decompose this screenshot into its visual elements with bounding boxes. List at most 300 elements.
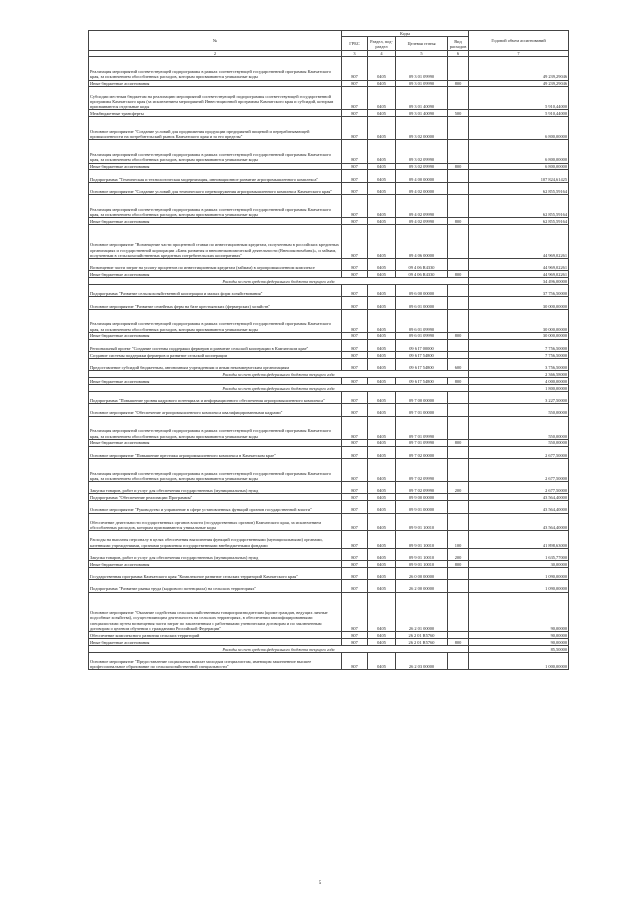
vr-cell bbox=[448, 117, 469, 140]
amount-cell: 37 756,50000 bbox=[469, 285, 569, 297]
col-num-header: № bbox=[89, 31, 342, 51]
amount-cell: 7 756,50000 bbox=[469, 339, 569, 351]
csr-cell: 09 7 01 09990 bbox=[396, 416, 448, 439]
csr-cell: 09 9 01 10010 bbox=[396, 548, 448, 560]
row-name: Расходы на выплаты персоналу в целях обеспечения выполнения функций государственными (муниципальными) органами, казенными учреждениями, органами управления государственными внебюджетными фондами bbox=[89, 531, 342, 549]
razdel-cell: 0405 bbox=[368, 652, 396, 670]
table-row bbox=[89, 351, 569, 358]
grbs-cell: 807 bbox=[342, 638, 368, 645]
table-row bbox=[89, 117, 569, 140]
table-row bbox=[89, 446, 569, 458]
csr-cell: 09 9 01 00000 bbox=[396, 501, 448, 513]
row-name: Иные бюджетные ассигнования bbox=[89, 561, 342, 568]
razdel-header: Раздел, под-раздел bbox=[368, 37, 396, 51]
page-number: 5 bbox=[318, 881, 322, 886]
grbs-cell: 807 bbox=[342, 531, 368, 549]
razdel-cell: 0405 bbox=[368, 531, 396, 549]
amount-cell: 550,00000 bbox=[469, 404, 569, 416]
table-row bbox=[89, 416, 569, 439]
table-row bbox=[89, 140, 569, 163]
grbs-cell: 807 bbox=[342, 351, 368, 358]
vr-cell: 800 bbox=[448, 80, 469, 87]
table-row bbox=[89, 561, 569, 568]
vr-header: Вид расходов bbox=[448, 37, 469, 51]
table-row bbox=[89, 80, 569, 87]
column-number-cell: 5 bbox=[396, 51, 448, 57]
csr-cell: 09 6 01 00000 bbox=[396, 297, 448, 309]
row-name: Основное мероприятие "Возмещение части процентной ставки по инвестиционным кредитам, полученным в российских кредитных организациях и государственной корпорации «Банк развития и внешнеэкономической деятельности (Внешэкономбанк)», и займам, полученным в сельскохозяйственных кредитных потребительских кооперативах" bbox=[89, 225, 342, 259]
grbs-cell: 807 bbox=[342, 631, 368, 638]
row-name: Основное мероприятие "Создание условий для технического перевооружения агропромышленного комплекса Камчатского края" bbox=[89, 182, 342, 194]
csr-cell: 09 9 01 10010 bbox=[396, 561, 448, 568]
csr-cell: 09 6 I7 54800 bbox=[396, 358, 448, 370]
amount-cell: 30 000,00000 bbox=[469, 309, 569, 332]
grbs-cell: 807 bbox=[342, 332, 368, 339]
table-row bbox=[89, 378, 569, 385]
grbs-cell: 807 bbox=[342, 57, 368, 80]
vr-cell: 800 bbox=[448, 378, 469, 385]
row-name: Создание системы поддержки фермеров и развитие сельской кооперации bbox=[89, 351, 342, 358]
csr-cell: 09 4 02 09990 bbox=[396, 218, 448, 225]
table-row bbox=[89, 652, 569, 670]
table-row bbox=[89, 309, 569, 332]
razdel-cell: 0405 bbox=[368, 80, 396, 87]
csr-header: Целевая статья bbox=[396, 37, 448, 51]
amount-header: Годовой объем ассигнований bbox=[469, 31, 569, 51]
razdel-cell: 0405 bbox=[368, 258, 396, 270]
column-number-cell: 2 bbox=[89, 51, 342, 57]
table-row bbox=[89, 404, 569, 416]
razdel-cell: 0405 bbox=[368, 225, 396, 259]
amount-cell: 44 969,02261 bbox=[469, 271, 569, 278]
vr-cell: 800 bbox=[448, 638, 469, 645]
column-number-cell: 7 bbox=[469, 51, 569, 57]
grbs-cell: 807 bbox=[342, 117, 368, 140]
row-name: Подпрограмма "Обеспечение реализации Программы" bbox=[89, 494, 342, 501]
vr-cell: 100 bbox=[448, 531, 469, 549]
amount-cell: 43 564,40000 bbox=[469, 513, 569, 531]
grbs-cell: 807 bbox=[342, 416, 368, 439]
vr-cell bbox=[448, 140, 469, 163]
table-row bbox=[89, 339, 569, 351]
grbs-cell: 807 bbox=[342, 392, 368, 404]
amount-cell: 62 855,59164 bbox=[469, 218, 569, 225]
table-row bbox=[89, 258, 569, 270]
csr-cell: 09 7 02 09990 bbox=[396, 458, 448, 481]
razdel-cell: 0405 bbox=[368, 439, 396, 446]
grbs-cell: 807 bbox=[342, 561, 368, 568]
table-row bbox=[89, 638, 569, 645]
table-row bbox=[89, 592, 569, 631]
grbs-cell: 807 bbox=[342, 568, 368, 580]
vr-cell: 800 bbox=[448, 163, 469, 170]
vr-cell: 800 bbox=[448, 218, 469, 225]
grbs-cell: 807 bbox=[342, 163, 368, 170]
codes-header: Коды bbox=[342, 31, 469, 37]
amount-cell: 2 677,50000 bbox=[469, 458, 569, 481]
razdel-cell: 0405 bbox=[368, 494, 396, 501]
razdel-cell: 0405 bbox=[368, 513, 396, 531]
razdel-cell: 0405 bbox=[368, 271, 396, 278]
row-name: Основное мероприятие "Оказание содействия сельскохозяйственным товаропроизводителям (кроме граждан, ведущих личные подсобные хозяйства), осуществляющим деятельность на сельских территориях, в обеспечении квалифицированными специалистами путем возмещения части затрат по заключенным с работниками ученическим договорам и по заключенным договорам о целевом обучении с гражданами Российской Федерации" bbox=[89, 592, 342, 631]
note-amount: 1 800,00000 bbox=[469, 385, 569, 392]
amount-cell: 1 090,00000 bbox=[469, 568, 569, 580]
amount-cell: 1 090,00000 bbox=[469, 580, 569, 592]
vr-cell bbox=[448, 392, 469, 404]
row-name: Иные бюджетные ассигнования bbox=[89, 332, 342, 339]
table-row bbox=[89, 513, 569, 531]
budget-table bbox=[88, 30, 569, 670]
grbs-cell: 807 bbox=[342, 297, 368, 309]
amount-cell: 6 800,00000 bbox=[469, 163, 569, 170]
table-row bbox=[89, 195, 569, 218]
vr-cell bbox=[448, 631, 469, 638]
row-name: Основное мероприятие "Предоставление социальных выплат молодым специалистам, имеющим законченное высшее профессиональное образование по сельскохозяйственной специальности" bbox=[89, 652, 342, 670]
grbs-cell: 807 bbox=[342, 170, 368, 182]
grbs-cell: 807 bbox=[342, 458, 368, 481]
row-name: Предоставление субсидий бюджетным, автономным учреждениям и иным некоммерческим организациям bbox=[89, 358, 342, 370]
note-text: Расходы за счет средств федерального бюджета текущего года bbox=[89, 278, 469, 285]
row-name: Подпрограмма "Повышение уровня кадрового потенциала и информационного обеспечения агропромышленного комплекса" bbox=[89, 392, 342, 404]
row-name: Реализация мероприятий соответствующей подпрограммы в рамках соответствующей государственной программы Камчатского края, за исключением обособленных расходов, которым присваиваются уникальные коды bbox=[89, 416, 342, 439]
vr-cell bbox=[448, 170, 469, 182]
csr-cell: 09 7 02 09990 bbox=[396, 482, 448, 494]
row-name: Региональный проект "Создание системы поддержки фермеров и развитие сельской кооперации в Камчатском крае" bbox=[89, 339, 342, 351]
vr-cell bbox=[448, 416, 469, 439]
csr-cell: 09 6 I7 54800 bbox=[396, 351, 448, 358]
row-name: Обеспечение комплексного развития сельских территорий bbox=[89, 631, 342, 638]
column-number-cell: 6 bbox=[448, 51, 469, 57]
table-row bbox=[89, 87, 569, 110]
row-name: Иные бюджетные ассигнования bbox=[89, 163, 342, 170]
grbs-cell: 807 bbox=[342, 482, 368, 494]
row-name: Возмещение части затрат на уплату процентов по инвестиционным кредитам (займам) в агропромышленном комплексе bbox=[89, 258, 342, 270]
vr-cell bbox=[448, 568, 469, 580]
vr-cell bbox=[448, 513, 469, 531]
grbs-cell: 807 bbox=[342, 309, 368, 332]
table-row bbox=[89, 548, 569, 560]
vr-cell bbox=[448, 297, 469, 309]
grbs-header: ГРБС bbox=[342, 37, 368, 51]
row-name: Подпрограмма "Развитие сельскохозяйственной кооперации и малых форм хозяйствования" bbox=[89, 285, 342, 297]
table-row bbox=[89, 218, 569, 225]
row-name: Иные бюджетные ассигнования bbox=[89, 439, 342, 446]
grbs-cell: 807 bbox=[342, 140, 368, 163]
vr-cell bbox=[448, 494, 469, 501]
csr-cell: 09 3 02 00000 bbox=[396, 117, 448, 140]
csr-cell: 09 9 01 10010 bbox=[396, 513, 448, 531]
razdel-cell: 0405 bbox=[368, 309, 396, 332]
table-row bbox=[89, 110, 569, 117]
row-name: Реализация мероприятий соответствующей подпрограммы в рамках соответствующей государственной программы Камчатского края, за исключением обособленных расходов, которым присваиваются уникальные коды bbox=[89, 57, 342, 80]
amount-cell: 550,00000 bbox=[469, 416, 569, 439]
grbs-cell: 807 bbox=[342, 446, 368, 458]
vr-cell bbox=[448, 580, 469, 592]
grbs-cell: 807 bbox=[342, 80, 368, 87]
row-name: Реализация мероприятий соответствующей подпрограммы в рамках соответствующей государственной программы Камчатского края, за исключением обособленных расходов, которым присваиваются уникальные коды bbox=[89, 458, 342, 481]
csr-cell: 09 6 01 09990 bbox=[396, 332, 448, 339]
grbs-cell: 807 bbox=[342, 580, 368, 592]
razdel-cell: 0405 bbox=[368, 568, 396, 580]
csr-cell: 09 3 01 09990 bbox=[396, 57, 448, 80]
vr-cell bbox=[448, 351, 469, 358]
note-amount: 85,50000 bbox=[469, 645, 569, 652]
row-name: Основное мероприятие "Обеспечение агропромышленного комплекса квалифицированными кадрами" bbox=[89, 404, 342, 416]
amount-cell: 30,00000 bbox=[469, 561, 569, 568]
row-name: Закупка товаров, работ и услуг для обеспечения государственных (муниципальных) нужд bbox=[89, 482, 342, 494]
csr-cell: 26 2 01 R5760 bbox=[396, 638, 448, 645]
table-row bbox=[89, 392, 569, 404]
row-name: Реализация мероприятий соответствующей подпрограммы в рамках соответствующей государственной программы Камчатского края, за исключением обособленных расходов, которым присваиваются уникальные коды bbox=[89, 309, 342, 332]
grbs-cell: 807 bbox=[342, 378, 368, 385]
csr-cell: 09 3 02 09990 bbox=[396, 163, 448, 170]
vr-cell bbox=[448, 458, 469, 481]
amount-cell: 5 910,44000 bbox=[469, 110, 569, 117]
razdel-cell: 0405 bbox=[368, 416, 396, 439]
amount-cell: 1 635,77000 bbox=[469, 548, 569, 560]
vr-cell bbox=[448, 501, 469, 513]
grbs-cell: 807 bbox=[342, 358, 368, 370]
row-name: Государственная программа Камчатского края "Комплексное развитие сельских территорий Камчатского края" bbox=[89, 568, 342, 580]
note-text: Расходы за счет средств федерального бюджета текущего года bbox=[89, 645, 469, 652]
amount-cell: 49 239,29046 bbox=[469, 57, 569, 80]
note-amount: 34 496,00000 bbox=[469, 278, 569, 285]
razdel-cell: 0405 bbox=[368, 378, 396, 385]
razdel-cell: 0405 bbox=[368, 501, 396, 513]
amount-cell: 62 855,59164 bbox=[469, 195, 569, 218]
note-row bbox=[89, 371, 569, 378]
note-row bbox=[89, 278, 569, 285]
row-name: Иные бюджетные ассигнования bbox=[89, 271, 342, 278]
grbs-cell: 807 bbox=[342, 339, 368, 351]
row-name: Подпрограмма "Развитие рынка труда (кадрового потенциала) на сельских территориях" bbox=[89, 580, 342, 592]
budget-document bbox=[88, 30, 568, 670]
row-name: Иные бюджетные ассигнования bbox=[89, 638, 342, 645]
razdel-cell: 0405 bbox=[368, 351, 396, 358]
vr-cell bbox=[448, 404, 469, 416]
note-text: Расходы за счет средств федерального бюджета текущего года bbox=[89, 371, 469, 378]
table-row bbox=[89, 163, 569, 170]
csr-cell: 09 7 01 09990 bbox=[396, 439, 448, 446]
grbs-cell: 807 bbox=[342, 548, 368, 560]
table-row bbox=[89, 182, 569, 194]
note-row bbox=[89, 385, 569, 392]
table-row bbox=[89, 501, 569, 513]
razdel-cell: 0405 bbox=[368, 404, 396, 416]
csr-cell: 09 4 06 R4330 bbox=[396, 258, 448, 270]
amount-cell: 30 000,00000 bbox=[469, 332, 569, 339]
vr-cell bbox=[448, 339, 469, 351]
row-name: Иные бюджетные ассигнования bbox=[89, 80, 342, 87]
grbs-cell: 807 bbox=[342, 218, 368, 225]
razdel-cell: 0405 bbox=[368, 182, 396, 194]
amount-cell: 43 564,40000 bbox=[469, 501, 569, 513]
csr-cell: 09 3 01 40090 bbox=[396, 110, 448, 117]
grbs-cell: 807 bbox=[342, 110, 368, 117]
razdel-cell: 0405 bbox=[368, 631, 396, 638]
razdel-cell: 0405 bbox=[368, 57, 396, 80]
amount-cell: 90,00000 bbox=[469, 592, 569, 631]
amount-cell: 2 677,50000 bbox=[469, 482, 569, 494]
csr-cell: 09 6 01 09990 bbox=[396, 309, 448, 332]
amount-cell: 90,00000 bbox=[469, 638, 569, 645]
csr-cell: 09 4 00 00000 bbox=[396, 170, 448, 182]
razdel-cell: 0405 bbox=[368, 392, 396, 404]
razdel-cell: 0405 bbox=[368, 195, 396, 218]
csr-cell: 09 3 01 40090 bbox=[396, 87, 448, 110]
row-name: Закупка товаров, работ и услуг для обеспечения государственных (муниципальных) нужд bbox=[89, 548, 342, 560]
table-row bbox=[89, 225, 569, 259]
amount-cell: 6 800,00000 bbox=[469, 117, 569, 140]
csr-cell: 09 4 02 09990 bbox=[396, 195, 448, 218]
table-row bbox=[89, 271, 569, 278]
grbs-cell: 807 bbox=[342, 225, 368, 259]
vr-cell: 500 bbox=[448, 110, 469, 117]
amount-cell: 5 910,44000 bbox=[469, 87, 569, 110]
row-name: Иные бюджетные ассигнования bbox=[89, 218, 342, 225]
table-body bbox=[89, 57, 569, 670]
amount-cell: 62 855,59164 bbox=[469, 182, 569, 194]
csr-cell: 09 6 I7 00000 bbox=[396, 339, 448, 351]
razdel-cell: 0405 bbox=[368, 458, 396, 481]
table-row bbox=[89, 580, 569, 592]
grbs-cell: 807 bbox=[342, 652, 368, 670]
grbs-cell: 807 bbox=[342, 513, 368, 531]
row-name: Иные бюджетные ассигнования bbox=[89, 378, 342, 385]
vr-cell: 800 bbox=[448, 332, 469, 339]
csr-cell: 09 4 06 00000 bbox=[396, 225, 448, 259]
grbs-cell: 807 bbox=[342, 439, 368, 446]
amount-cell: 90,00000 bbox=[469, 631, 569, 638]
vr-cell bbox=[448, 87, 469, 110]
razdel-cell: 0405 bbox=[368, 358, 396, 370]
note-text: Расходы за счет средств федерального бюджета текущего года bbox=[89, 385, 469, 392]
amount-cell: 3 756,50000 bbox=[469, 358, 569, 370]
csr-cell: 09 6 I7 54800 bbox=[396, 378, 448, 385]
table-row bbox=[89, 631, 569, 638]
grbs-cell: 807 bbox=[342, 258, 368, 270]
row-name: Реализация мероприятий соответствующей подпрограммы в рамках соответствующей государственной программы Камчатского края, за исключением обособленных расходов, которым присваиваются уникальные коды bbox=[89, 195, 342, 218]
table-row bbox=[89, 285, 569, 297]
grbs-cell: 807 bbox=[342, 195, 368, 218]
csr-cell: 09 9 00 00000 bbox=[396, 494, 448, 501]
row-name: Межбюджетные трансферты bbox=[89, 110, 342, 117]
grbs-cell: 807 bbox=[342, 592, 368, 631]
row-name: Обеспечение деятельности государственных органов власти (государственных органов) Камчатского края, за исключением обособленных расходов, которым присваиваются уникальные коды bbox=[89, 513, 342, 531]
razdel-cell: 0405 bbox=[368, 561, 396, 568]
amount-cell: 3 227,50000 bbox=[469, 392, 569, 404]
razdel-cell: 0405 bbox=[368, 87, 396, 110]
amount-cell: 2 677,50000 bbox=[469, 446, 569, 458]
amount-cell: 44 969,02261 bbox=[469, 225, 569, 259]
razdel-cell: 0405 bbox=[368, 339, 396, 351]
razdel-cell: 0405 bbox=[368, 110, 396, 117]
vr-cell bbox=[448, 258, 469, 270]
razdel-cell: 0405 bbox=[368, 170, 396, 182]
amount-cell: 4 000,00000 bbox=[469, 378, 569, 385]
amount-cell: 44 969,02261 bbox=[469, 258, 569, 270]
grbs-cell: 807 bbox=[342, 494, 368, 501]
row-name: Основное мероприятие "Повышение престижа агропромышленного комплекса в Камчатском крае" bbox=[89, 446, 342, 458]
razdel-cell: 0405 bbox=[368, 332, 396, 339]
amount-cell: 43 564,40000 bbox=[469, 494, 569, 501]
vr-cell bbox=[448, 652, 469, 670]
row-name: Основное мероприятие "Руководство и управление в сфере установленных функций органов государственной власти" bbox=[89, 501, 342, 513]
razdel-cell: 0405 bbox=[368, 482, 396, 494]
csr-cell: 09 7 00 00000 bbox=[396, 392, 448, 404]
vr-cell bbox=[448, 592, 469, 631]
row-name: Субсидии местным бюджетам на реализацию мероприятий соответствующей подпрограммы соответствующей государственной программы Камчатского края (за исключением мероприятий Инвестиционной программы Камчатского края и субсидий, которым присваиваются отдельные коды bbox=[89, 87, 342, 110]
grbs-cell: 807 bbox=[342, 182, 368, 194]
vr-cell bbox=[448, 446, 469, 458]
amount-cell: 49 239,29046 bbox=[469, 80, 569, 87]
csr-cell: 09 6 00 00000 bbox=[396, 285, 448, 297]
razdel-cell: 0405 bbox=[368, 117, 396, 140]
razdel-cell: 0405 bbox=[368, 140, 396, 163]
amount-cell: 107 824,61425 bbox=[469, 170, 569, 182]
razdel-cell: 0405 bbox=[368, 218, 396, 225]
note-row bbox=[89, 645, 569, 652]
csr-cell: 09 4 06 R4330 bbox=[396, 271, 448, 278]
row-name: Основное мероприятие "Создание условий для продвижения продукции предприятий пищевой и перерабатывающей промышленности на потребительский рынок Камчатского края и за его пределы" bbox=[89, 117, 342, 140]
amount-cell: 550,00000 bbox=[469, 439, 569, 446]
table-row bbox=[89, 531, 569, 549]
amount-cell: 7 756,50000 bbox=[469, 351, 569, 358]
vr-cell: 200 bbox=[448, 482, 469, 494]
vr-cell bbox=[448, 285, 469, 297]
table-row bbox=[89, 358, 569, 370]
razdel-cell: 0405 bbox=[368, 446, 396, 458]
vr-cell: 600 bbox=[448, 358, 469, 370]
table-row bbox=[89, 57, 569, 80]
razdel-cell: 0405 bbox=[368, 163, 396, 170]
csr-cell: 26 2 01 R5760 bbox=[396, 631, 448, 638]
column-number-cell: 3 bbox=[342, 51, 368, 57]
csr-cell: 09 7 02 00000 bbox=[396, 446, 448, 458]
table-row bbox=[89, 439, 569, 446]
csr-cell: 09 3 01 09990 bbox=[396, 80, 448, 87]
vr-cell bbox=[448, 225, 469, 259]
razdel-cell: 0405 bbox=[368, 638, 396, 645]
razdel-cell: 0405 bbox=[368, 592, 396, 631]
amount-cell: 1 000,00000 bbox=[469, 652, 569, 670]
csr-cell: 26 0 00 00000 bbox=[396, 568, 448, 580]
grbs-cell: 807 bbox=[342, 285, 368, 297]
csr-cell: 26 2 03 00000 bbox=[396, 652, 448, 670]
vr-cell bbox=[448, 57, 469, 80]
razdel-cell: 0405 bbox=[368, 297, 396, 309]
vr-cell: 800 bbox=[448, 561, 469, 568]
note-amount: 2 366,58000 bbox=[469, 371, 569, 378]
csr-cell: 09 9 01 10010 bbox=[396, 531, 448, 549]
table-row bbox=[89, 482, 569, 494]
amount-cell: 6 800,00000 bbox=[469, 140, 569, 163]
vr-cell bbox=[448, 195, 469, 218]
csr-cell: 09 4 02 00000 bbox=[396, 182, 448, 194]
vr-cell: 800 bbox=[448, 271, 469, 278]
razdel-cell: 0405 bbox=[368, 580, 396, 592]
csr-cell: 26 2 00 00000 bbox=[396, 580, 448, 592]
grbs-cell: 807 bbox=[342, 271, 368, 278]
row-name: Подпрограмма "Техническая и технологическая модернизация, инновационное развитие агропромышленного комплекса" bbox=[89, 170, 342, 182]
table-row bbox=[89, 332, 569, 339]
razdel-cell: 0405 bbox=[368, 285, 396, 297]
table-row bbox=[89, 458, 569, 481]
csr-cell: 26 2 01 00000 bbox=[396, 592, 448, 631]
table-row bbox=[89, 297, 569, 309]
table-row bbox=[89, 494, 569, 501]
row-name: Основное мероприятие "Развитие семейных ферм на базе крестьянских (фермерских) хозяйств" bbox=[89, 297, 342, 309]
